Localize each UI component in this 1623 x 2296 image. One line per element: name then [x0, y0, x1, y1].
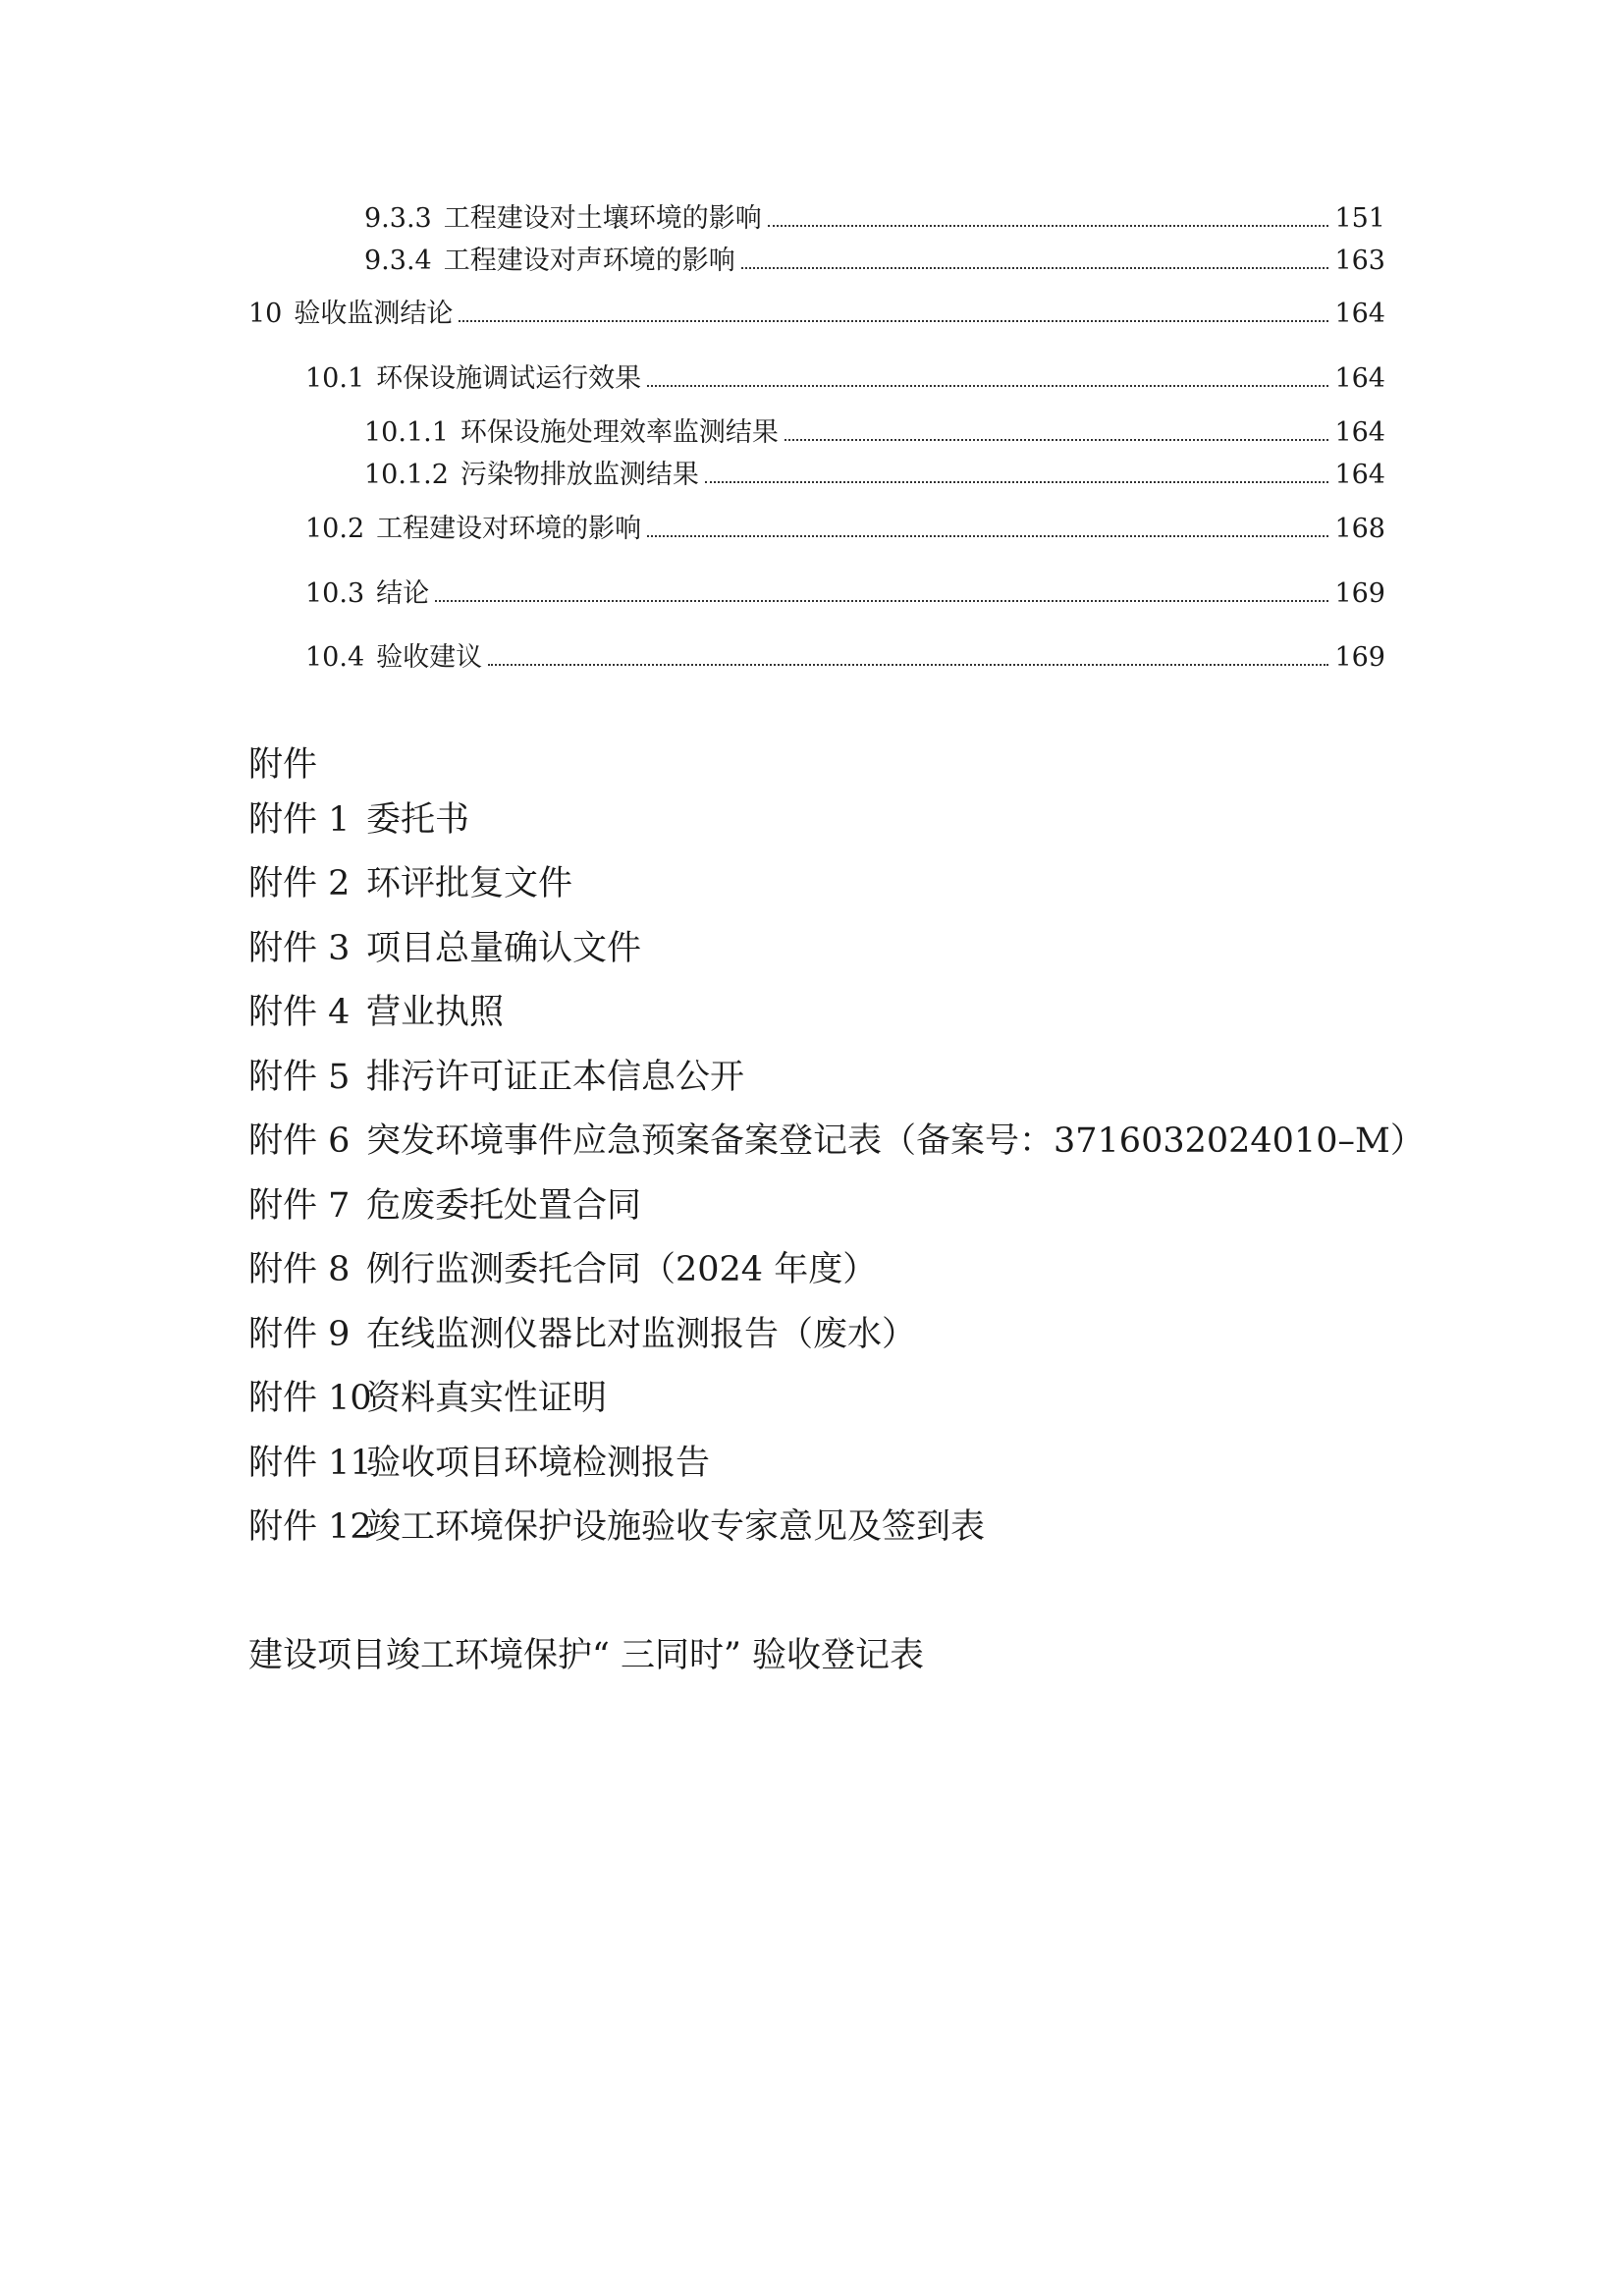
toc-title: 工程建设对环境的影响	[376, 514, 642, 544]
toc-title: 验收监测结论	[294, 299, 454, 329]
toc-title: 结论	[376, 578, 430, 609]
toc-leader-dots	[435, 600, 1328, 602]
toc-number: 10.3	[305, 578, 365, 609]
attachment-title: 验收项目环境检测报告	[366, 1444, 711, 1483]
attachment-label: 附件 2	[248, 864, 351, 903]
attachment-item	[248, 1377, 607, 1420]
attachment-label: 附件 11	[248, 1444, 372, 1483]
toc-entry-10-1-1[interactable]	[364, 416, 1385, 450]
attachment-title: 竣工环境保护设施验收专家意见及签到表	[366, 1507, 986, 1547]
attachment-item	[248, 1505, 985, 1549]
toc-title: 环保设施处理效率监测结果	[460, 417, 779, 448]
toc-page-number: 164	[1334, 417, 1385, 448]
toc-page-number: 169	[1334, 642, 1385, 673]
attachment-item	[248, 1442, 710, 1485]
attachment-label: 附件 10	[248, 1379, 372, 1418]
toc-title: 验收建议	[376, 642, 483, 673]
attachment-item	[248, 1248, 877, 1291]
attachment-title: 危废委托处置合同	[366, 1186, 642, 1226]
toc-leader-dots	[705, 481, 1329, 483]
toc-title: 环保设施调试运行效果	[376, 363, 642, 394]
toc-leader-dots	[488, 664, 1328, 666]
toc-leader-dots	[647, 535, 1328, 537]
toc-entry-10-3[interactable]	[305, 577, 1385, 611]
toc-leader-dots	[784, 439, 1329, 441]
attachment-title: 排污许可证正本信息公开	[366, 1058, 745, 1097]
toc-entry-10-2[interactable]	[305, 513, 1385, 546]
toc-entry-10-4[interactable]	[305, 641, 1385, 675]
attachment-label: 附件 12	[248, 1507, 372, 1547]
toc-number: 10	[248, 299, 283, 329]
attachment-item	[248, 1120, 1425, 1163]
toc-number: 10.4	[305, 642, 365, 673]
toc-title: 工程建设对土壤环境的影响	[443, 203, 762, 234]
attachment-item	[248, 798, 469, 842]
toc-page-number: 164	[1334, 363, 1385, 394]
toc-page-number: 151	[1334, 203, 1385, 234]
toc-entry-10-1-2[interactable]	[364, 459, 1385, 492]
toc-number: 10.1.1	[364, 417, 449, 448]
attachment-label: 附件 1	[248, 800, 351, 840]
attachment-label: 附件 8	[248, 1250, 351, 1289]
toc-number: 9.3.3	[364, 203, 432, 234]
toc-leader-dots	[768, 225, 1329, 227]
toc-page-number: 163	[1334, 246, 1385, 276]
toc-page-number: 169	[1334, 578, 1385, 609]
toc-number: 10.1.2	[364, 460, 449, 490]
attachment-label: 附件 9	[248, 1315, 351, 1354]
attachment-title: 项目总量确认文件	[366, 929, 642, 968]
attachment-title: 环评批复文件	[366, 864, 573, 903]
toc-leader-dots	[459, 320, 1328, 322]
toc-page-number: 168	[1334, 514, 1385, 544]
toc-entry-9-3-3[interactable]	[364, 202, 1385, 236]
attachment-label: 附件 5	[248, 1058, 351, 1097]
attachment-title: 突发环境事件应急预案备案登记表（备案号：3716032024010–M）	[366, 1121, 1425, 1161]
attachment-item	[248, 991, 504, 1034]
attachment-item	[248, 1313, 916, 1356]
registration-form-title: 建设项目竣工环境保护“ 三同时” 验收登记表	[248, 1636, 925, 1675]
toc-number: 10.1	[305, 363, 365, 394]
toc-entry-9-3-4[interactable]	[364, 245, 1385, 278]
attachment-item	[248, 927, 641, 970]
toc-page-number: 164	[1334, 460, 1385, 490]
attachment-title: 营业执照	[366, 993, 505, 1032]
attachment-item	[248, 1184, 641, 1228]
attachment-title: 在线监测仪器比对监测报告（废水）	[366, 1315, 917, 1354]
attachment-label: 附件 4	[248, 993, 351, 1032]
attachment-label: 附件 3	[248, 929, 351, 968]
attachment-title: 例行监测委托合同（2024 年度）	[366, 1250, 878, 1289]
toc-page-number: 164	[1334, 299, 1385, 329]
attachment-title: 委托书	[366, 800, 470, 840]
toc-entry-10[interactable]	[248, 298, 1385, 331]
attachment-item	[248, 1056, 744, 1099]
toc-title: 工程建设对声环境的影响	[443, 246, 735, 276]
attachment-title: 资料真实性证明	[366, 1379, 608, 1418]
toc-title: 污染物排放监测结果	[460, 460, 699, 490]
toc-entry-10-1[interactable]	[305, 362, 1385, 396]
toc-number: 10.2	[305, 514, 365, 544]
toc-leader-dots	[647, 385, 1328, 387]
attachment-label: 附件 6	[248, 1121, 351, 1161]
attachment-item	[248, 862, 572, 905]
attachment-label: 附件 7	[248, 1186, 351, 1226]
toc-leader-dots	[741, 267, 1329, 269]
attachments-heading: 附件	[248, 745, 318, 785]
toc-number: 9.3.4	[364, 246, 432, 276]
